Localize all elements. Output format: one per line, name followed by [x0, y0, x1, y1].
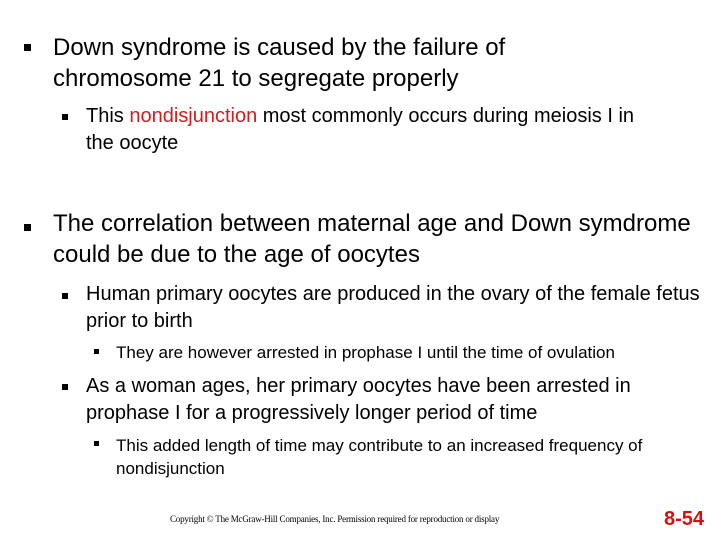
bullet-marker: [94, 349, 99, 354]
bullet-marker: [24, 44, 31, 51]
bullet-text: The correlation between maternal age and Down symdrome could be due to the age of oocytes: [53, 210, 691, 268]
copyright-footer: Copyright © The McGraw-Hill Companies, Inc. Permission required for reproduction or display: [170, 514, 500, 524]
bullet-marker: [62, 293, 68, 299]
bullet-marker: [62, 114, 68, 120]
bullet-text-end: most commonly occurs during meiosis I in the oocyte: [86, 105, 635, 154]
bullet-marker: [94, 441, 99, 446]
bullet-text: Down syndrome is caused by the failure of chromosome 21 to segregate properly: [53, 34, 506, 92]
bullet-text: As a woman ages, her primary oocytes have been arrested in prophase I for a progressively longer period of time: [86, 375, 631, 424]
bullet-marker: [62, 384, 68, 390]
bullet-text: They are however arrested in prophase I until the time of ovulation: [116, 343, 615, 362]
bullet-marker: [24, 224, 31, 231]
bullet-text: This added length of time may contribute to an increased frequency of nondisjunction: [116, 436, 643, 478]
highlighted-term: nondisjunction: [129, 105, 258, 127]
bullet-text-start: This: [86, 105, 130, 127]
page-number: 8-54: [664, 508, 705, 530]
bullet-text: [86, 103, 646, 157]
bullet-text: Human primary oocytes are produced in the ovary of the female fetus prior to birth: [86, 283, 700, 332]
